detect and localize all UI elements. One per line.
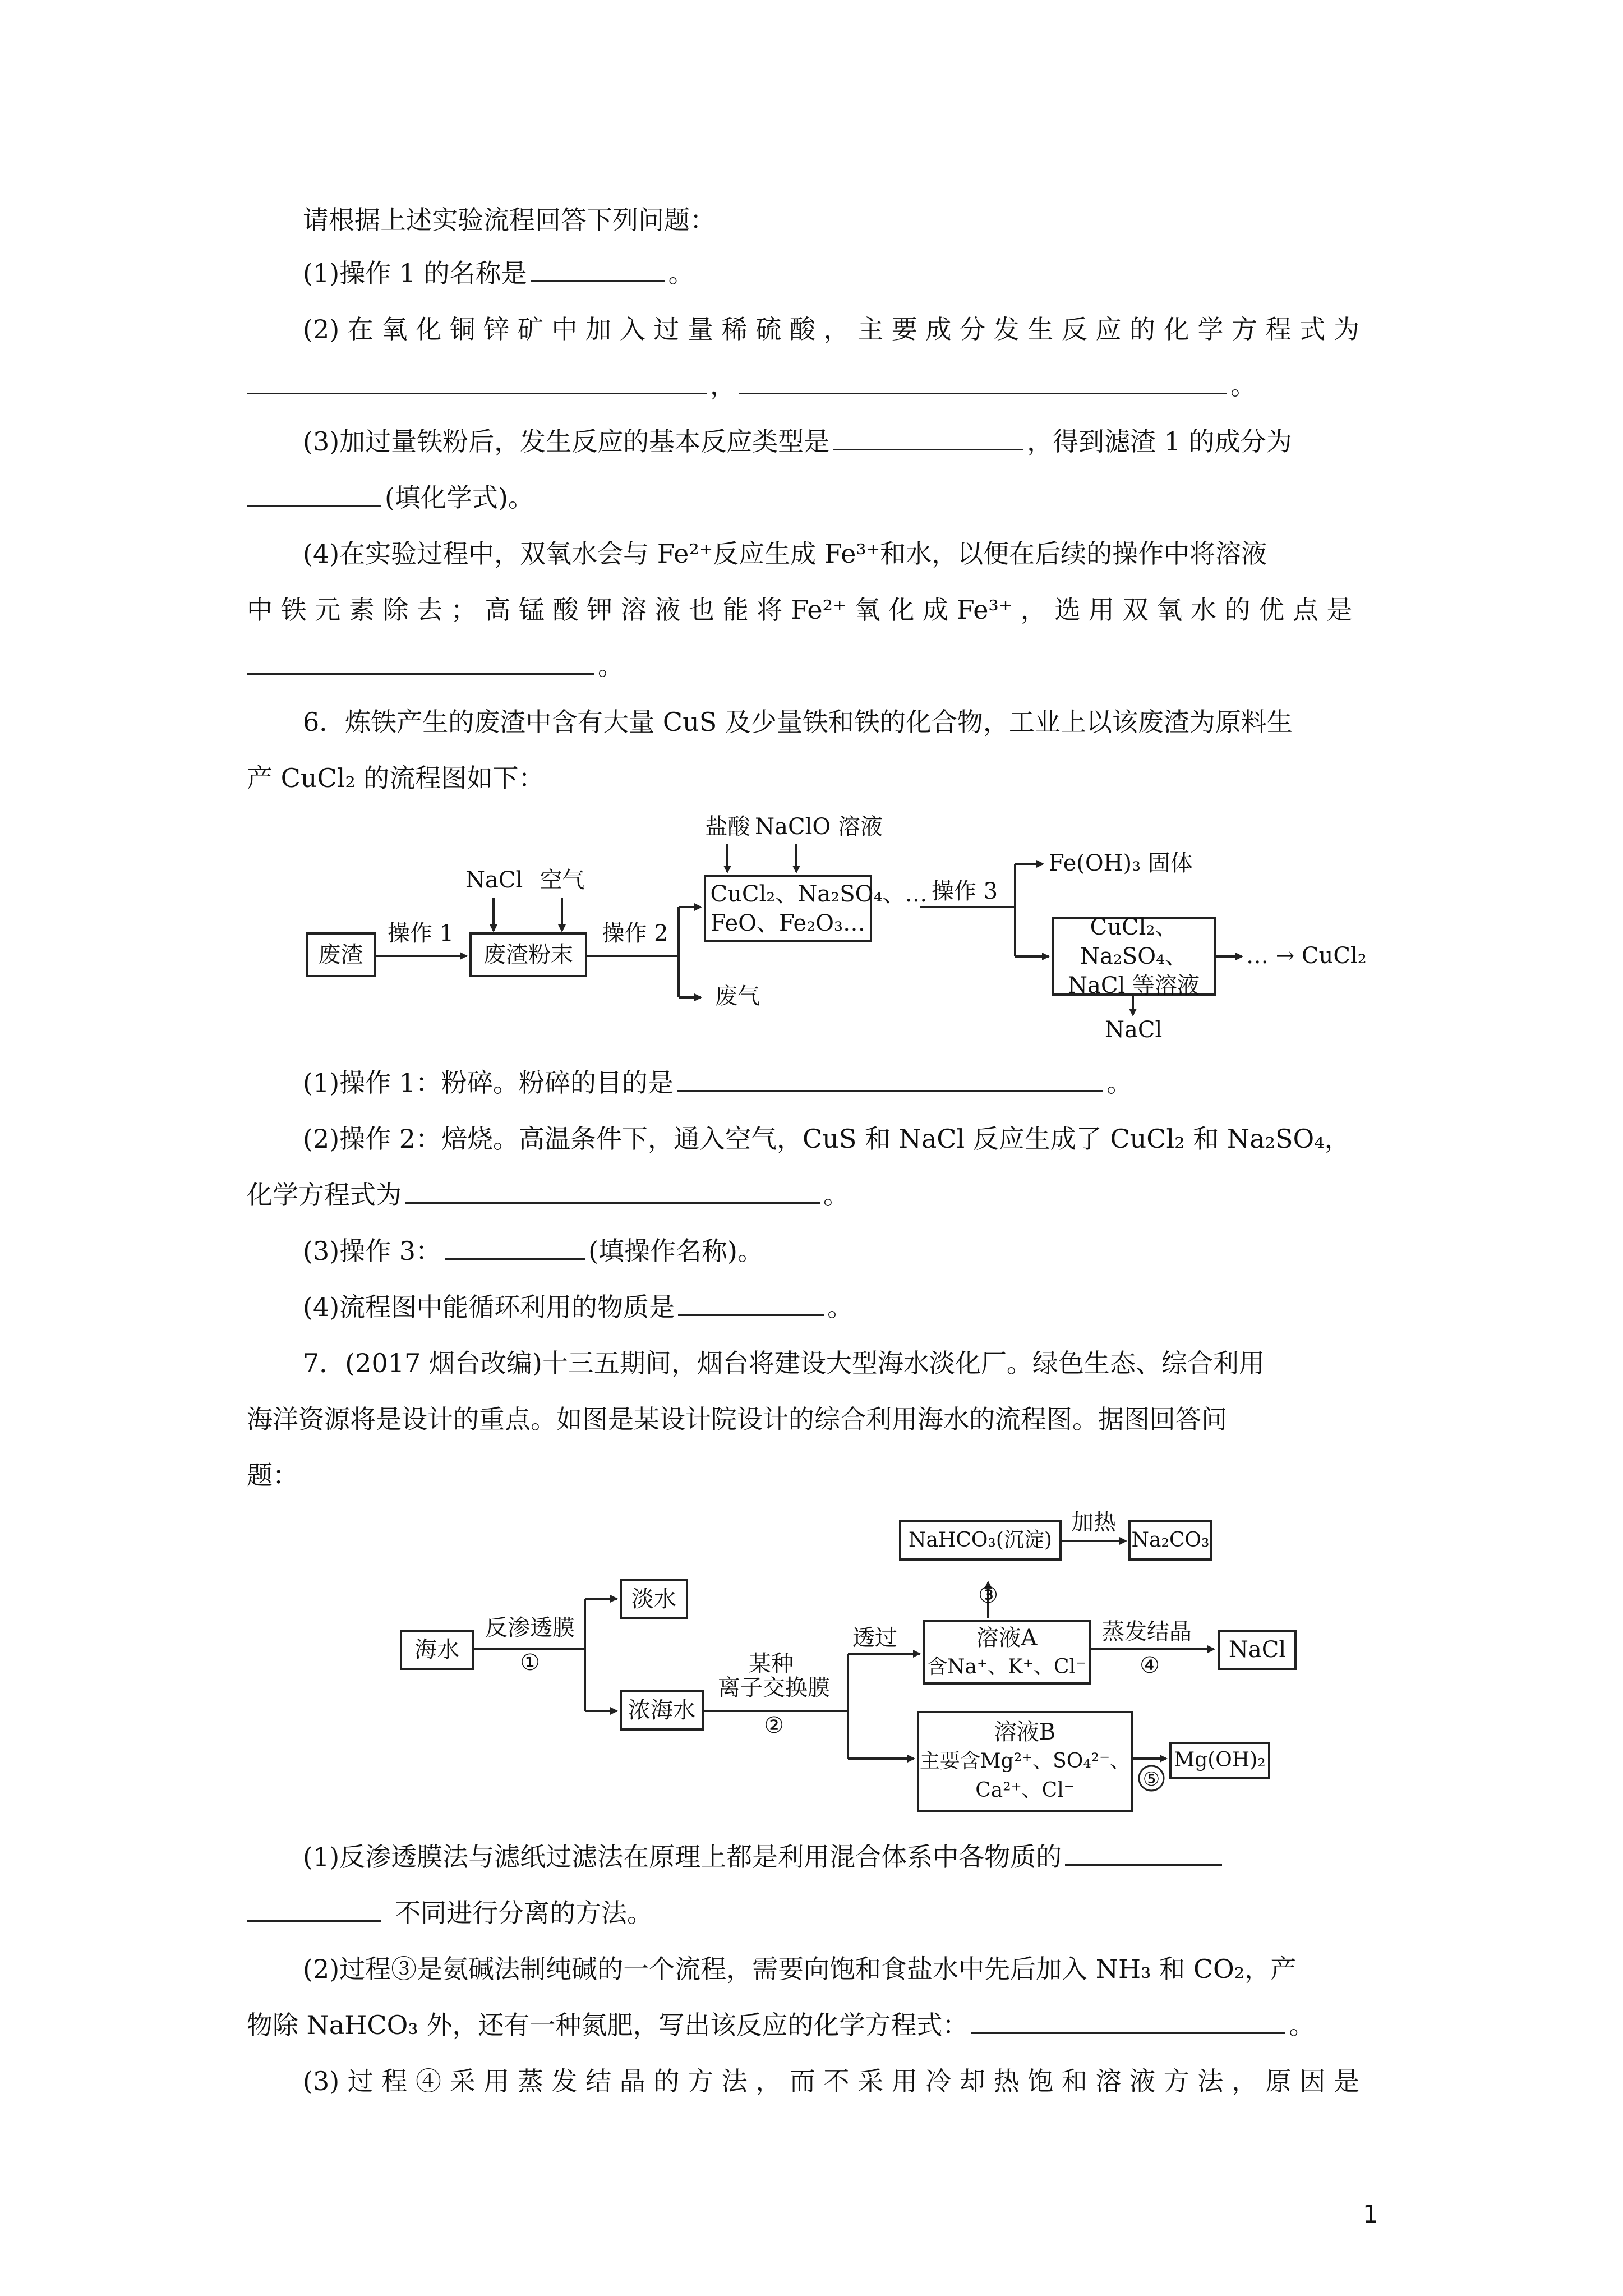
q5-part1: (1)操作 1 的名称是 。 [303, 258, 694, 288]
answer-blank[interactable] [971, 2010, 1285, 2034]
q6-part3: (3)操作 3： (填操作名称)。 [303, 1236, 763, 1266]
q5-part2-line1: (2) 在 氧 化 铜 锌 矿 中 加 入 过 量 稀 硫 酸 ， 主 要 成 分 发 生 反 应 的 化 学 方 程 式 为 [303, 314, 1359, 344]
q5-part4-line1: (4)在实验过程中，双氧水会与 Fe²⁺反应生成 Fe³⁺和水，以便在后续的操作中将溶液 [303, 539, 1267, 569]
label-step4: ④ [1140, 1653, 1160, 1678]
intro-prompt: 请根据上述实验流程回答下列问题： [303, 205, 716, 235]
q7-part2-line1: (2)过程③是氨碱法制纯碱的一个流程，需要向饱和食盐水中先后加入 NH₃ 和 CO₂，产 [303, 1954, 1297, 1984]
page-number: 1 [1363, 2200, 1378, 2229]
solution-line2: NaCl 等溶液 [1068, 973, 1200, 999]
box-solution [1052, 914, 1216, 999]
label-naclo-in: NaClO 溶液 [755, 814, 883, 840]
q6-part1: (1)操作 1：粉碎。粉碎的目的是 。 [303, 1068, 1133, 1098]
q6-part2-line2: 化学方程式为 。 [247, 1180, 849, 1210]
label-heating: 加热 [1071, 1510, 1116, 1535]
q6-intro-line1: 6．炼铁产生的废渣中含有大量 CuS 及少量铁和铁的化合物，工业上以该废渣为原料生 [303, 707, 1293, 737]
q5-part3-line2: (填化学式)。 [247, 480, 1391, 516]
step5-circle [1139, 1766, 1164, 1791]
label-waste-gas: 废气 [715, 983, 760, 1009]
answer-blank[interactable] [677, 1068, 1103, 1092]
label-op1: 操作 1 [387, 921, 454, 946]
label-op2: 操作 2 [602, 921, 668, 946]
label-step3: ③ [978, 1582, 998, 1608]
label-reverse-osmosis: 反渗透膜 [485, 1615, 575, 1641]
answer-blank[interactable] [247, 482, 381, 507]
label-step2: ② [764, 1713, 784, 1738]
label-nacl-out: NaCl [1105, 1017, 1163, 1043]
solution-a-line2: 含Na⁺、K⁺、Cl⁻ [927, 1655, 1086, 1678]
label-air-in: 空气 [540, 867, 585, 893]
q6-part2-line1: (2)操作 2：焙烧。高温条件下，通入空气，CuS 和 NaCl 反应生成了 CuCl₂ 和 Na₂SO₄， [303, 1124, 1350, 1154]
label-ion-exchange-2: 离子交换膜 [718, 1675, 830, 1701]
label-ion-exchange-1: 某种 [749, 1651, 794, 1677]
box-na2co3: Na₂CO₃ [1128, 1520, 1212, 1561]
label-step5: ⑤ [1142, 1768, 1160, 1791]
solution-a-line1: 溶液A [976, 1625, 1038, 1651]
answer-blank[interactable] [247, 651, 594, 675]
label-nacl-in: NaCl [465, 867, 523, 893]
q7-part3-line1: (3) 过 程 ④ 采 用 蒸 发 结 晶 的 方 法 ， 而 不 采 用 冷 却 热 饱 和 溶 液 方 法 ， 原 因 是 [303, 2066, 1359, 2096]
answer-blank[interactable] [531, 258, 665, 282]
q5-part4-line2: 中 铁 元 素 除 去 ； 高 锰 酸 钾 溶 液 也 能 将 Fe²⁺ 氧 化 成 Fe³⁺ ， 选 用 双 氧 水 的 优 点 是 [247, 595, 1353, 625]
q6-intro-line2: 产 CuCl₂ 的流程图如下： [247, 763, 545, 793]
q7-part1-line1: (1)反渗透膜法与滤纸过滤法在原理上都是利用混合体系中各物质的 [303, 1839, 1391, 1875]
box-seawater: 海水 [400, 1630, 474, 1670]
q7-intro-line3: 题： [247, 1460, 298, 1490]
solution-b-line1: 溶液B [994, 1719, 1056, 1745]
mixture-line2: FeO、Fe₂O₃… [710, 910, 866, 936]
box-slag-powder: 废渣粉末 [469, 932, 587, 977]
answer-blank[interactable] [405, 1180, 820, 1204]
answer-blank[interactable] [833, 426, 1023, 450]
label-op3: 操作 3 [931, 878, 998, 904]
label-step1: ① [520, 1650, 540, 1676]
q5-part3-line1: (3)加过量铁粉后，发生反应的基本反应类型是 ，得到滤渣 1 的成分为 [303, 426, 1292, 457]
answer-blank[interactable] [678, 1292, 824, 1316]
label-final-cucl2: … → CuCl₂ [1246, 943, 1367, 969]
label-pass-through: 透过 [852, 1625, 897, 1651]
q5-part2-line2: ， 。 [247, 367, 1391, 403]
q6-part4: (4)流程图中能循环利用的物质是 。 [303, 1292, 854, 1322]
box-solution-b [917, 1711, 1133, 1812]
box-nacl: NaCl [1218, 1630, 1297, 1670]
box-brine: 浓海水 [620, 1690, 704, 1731]
box-mixture [704, 875, 928, 942]
solution-line1: CuCl₂、Na₂SO₄、 [1080, 914, 1188, 969]
box-nahco3: NaHCO₃(沉淀) [899, 1520, 1062, 1561]
q7-part1-line2: 不同进行分离的方法。 [247, 1895, 1391, 1931]
box-mgoh2: Mg(OH)₂ [1169, 1742, 1270, 1779]
box-fresh-water: 淡水 [620, 1579, 688, 1619]
answer-blank[interactable] [247, 1898, 381, 1922]
box-waste-slag: 废渣 [306, 932, 376, 977]
answer-blank[interactable] [1065, 1842, 1222, 1866]
q7-part2-line2: 物除 NaHCO₃ 外，还有一种氮肥，写出该反应的化学方程式： 。 [247, 2010, 1315, 2040]
q7-intro-line2: 海洋资源将是设计的重点。如图是某设计院设计的综合利用海水的流程图。据图回答问 [247, 1404, 1227, 1434]
answer-blank[interactable] [445, 1236, 585, 1260]
mixture-line1: CuCl₂、Na₂SO₄、… [710, 881, 928, 907]
answer-blank[interactable] [739, 370, 1227, 394]
label-hcl-in: 盐酸 [705, 814, 750, 840]
label-fe-oh3: Fe(OH)₃ 固体 [1049, 850, 1193, 876]
q7-intro-line1: 7．(2017 烟台改编)十三五期间，烟台将建设大型海水淡化厂。绿色生态、综合利用 [303, 1348, 1265, 1378]
box-solution-a [923, 1620, 1091, 1685]
solution-b-line2: 主要含Mg²⁺、SO₄²⁻、 [919, 1750, 1131, 1773]
answer-blank[interactable] [247, 370, 707, 394]
solution-b-line3: Ca²⁺、Cl⁻ [975, 1779, 1075, 1802]
q5-part4-line3: 。 [247, 648, 1391, 684]
label-evaporation: 蒸发结晶 [1102, 1619, 1192, 1645]
